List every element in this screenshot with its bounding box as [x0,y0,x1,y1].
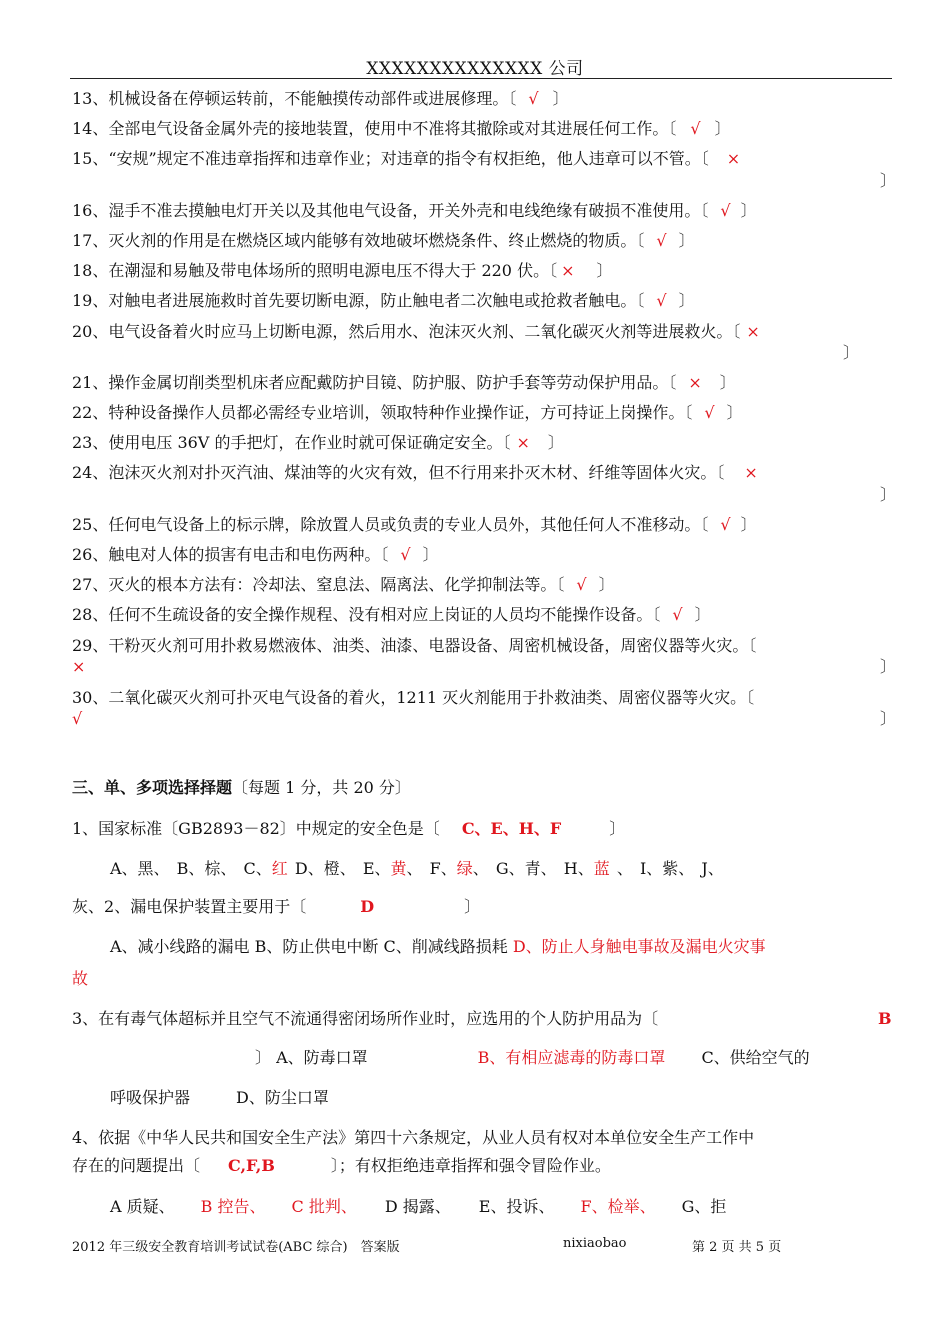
tf-question-15-close: 〕 [880,171,897,190]
tf-question-25: 25、任何电气设备上的标示牌，除放置人员或负责的专业人员外，其他任何人不准移动。〔 √ 〕 [72,515,757,534]
answer-mark: √ [656,231,667,250]
tf-question-29-close: 〕 [880,657,897,676]
tf-question-14: 14、全部电气设备金属外壳的接地装置，使用中不准将其撤除或对其进展任何工作。〔 √ 〕 [72,119,731,138]
tf-question-30-answer-mark: √ [72,709,83,728]
mc-question-2: 灰、2、漏电保护装置主要用于〔 D 〕 [72,897,481,916]
header-company: XXXXXXXXXXXXXX 公司 [366,59,584,79]
tf-question-23: 23、使用电压 36V 的手把灯，在作业时就可保证确定安全。〔 × 〕 [72,433,564,452]
tf-question-24-close: 〕 [880,485,897,504]
answer-mark: √ [704,403,715,422]
tf-question-22: 22、特种设备操作人员都必需经专业培训，领取特种作业操作证，方可持证上岗操作。〔 √ 〕 [72,403,743,422]
answer-mark: × [744,463,758,482]
tf-question-16: 16、湿手不准去摸触电灯开关以及其他电气设备，开关外壳和电线绝缘有破损不准使用。〔 √ 〕 [72,201,757,220]
answer-mark: √ [656,291,667,310]
answer-mark: √ [528,89,539,108]
mc-question-2-options-cont: 故 [72,969,89,988]
mc-question-1-options: A、黑、 B、棕、 C、红 D、橙、 E、黄、 F、绿、 G、青、 H、蓝 、 I、紫、 J、 [110,859,724,878]
mc-question-3: 3、在有毒气体超标并且空气不流通得密闭场所作业时，应选用的个人防护用品为〔 [72,1009,659,1028]
mc-question-4-options: A 质疑、 B 控告、 C 批判、 D 揭露、 E、投诉、 F、检举、 G、拒 [110,1197,727,1216]
mc-question-3-options-cont: 呼吸保护器 D、防尘口罩 [110,1088,329,1107]
footer-left: 2012 年三级安全教育培训考试试卷(ABC 综合) 答案版 [72,1240,400,1255]
tf-question-26: 26、触电对人体的损害有电击和电伤两种。〔 √ 〕 [72,545,439,564]
answer-mark: × [746,322,760,341]
mc-question-3-options: 〕 A、防毒口罩 B、有相应滤毒的防毒口罩 C、供给空气的 [255,1048,810,1067]
tf-question-30: 30、二氧化碳灭火剂可扑灭电气设备的着火，1211 灭火剂能用于扑救油类、周密仪器等火灾。〔 [72,688,755,707]
answer-mark: × [726,149,741,168]
header-divider [70,78,892,79]
tf-question-17: 17、灭火剂的作用是在燃烧区域内能够有效地破坏燃烧条件、终止燃烧的物质。〔 √ 〕 [72,231,695,250]
tf-question-29: 29、干粉灭火剂可用扑救易燃液体、油类、油漆、电器设备、周密机械设备，周密仪器等火灾。〔 [72,636,757,655]
tf-question-29-answer-mark: × [72,657,86,676]
tf-question-28: 28、任何不生疏设备的安全操作规程、没有相对应上岗证的人员均不能操作设备。〔 √ 〕 [72,605,711,624]
tf-question-18: 18、在潮湿和易触及带电体场所的照明电源电压不得大于 220 伏。〔 × 〕 [72,261,613,280]
footer-page-number: 第 2 页 共 5 页 [692,1240,782,1255]
answer-mark: √ [576,575,587,594]
tf-question-21: 21、操作金属切削类型机床者应配戴防护目镜、防护服、防护手套等劳动保护用品。〔 × 〕 [72,373,736,392]
mc-question-4: 4、依据《中华人民共和国安全生产法》第四十六条规定，从业人员有权对本单位安全生产工作中 [72,1128,755,1147]
mc-question-2-options: A、减小线路的漏电 B、防止供电中断 C、削减线路损耗 D、防止人身触电事故及漏电火灾事 [110,937,766,956]
answer-text: D [360,897,375,916]
tf-question-20: 20、电气设备着火时应马上切断电源，然后用水、泡沫灭火剂、二氧化碳灭火剂等进展救火。〔 × [72,322,760,341]
answer-mark: √ [690,119,701,138]
answer-mark: × [516,433,530,452]
mc-question-1: 1、国家标准〔GB2893－82〕中规定的安全色是〔 C、E、H、F 〕 [72,819,626,838]
tf-question-27: 27、灭火的根本方法有：冷却法、窒息法、隔离法、化学抑制法等。〔 √ 〕 [72,575,615,594]
tf-question-30-close: 〕 [880,709,897,728]
tf-question-20-close: 〕 [843,343,860,362]
answer-mark: × [688,373,702,392]
answer-mark: √ [672,605,683,624]
answer-mark: √ [400,545,411,564]
answer-mark: × [561,261,575,280]
section-3-heading: 三、单、多项选择择题〔每题 1 分，共 20 分〕 [72,778,411,797]
answer-text: C,F,B [228,1156,275,1175]
mc-question-4-cont: 存在的问题提出〔 C,F,B 〕；有权拒绝违章指挥和强令冒险作业。 [72,1156,611,1175]
mc-question-3-answer: B [878,1009,892,1028]
footer-author: nixiaobao [563,1236,627,1251]
answer-text: C、E、H、F [461,819,562,838]
answer-mark: √ [720,201,731,220]
tf-question-15: 15、“安规”规定不准违章指挥和违章作业；对违章的指令有权拒绝，他人违章可以不管。〔 × [72,149,741,168]
answer-mark: √ [720,515,731,534]
tf-question-19: 19、对触电者进展施救时首先要切断电源，防止触电者二次触电或抢救者触电。〔 √ 〕 [72,291,695,310]
tf-question-24: 24、泡沫灭火剂对扑灭汽油、煤油等的火灾有效，但不行用来扑灭木材、纤维等固体火灾。〔 × [72,463,758,482]
tf-question-13: 13、机械设备在停顿运转前，不能触摸传动部件或进展修理。〔 √ 〕 [72,89,569,108]
